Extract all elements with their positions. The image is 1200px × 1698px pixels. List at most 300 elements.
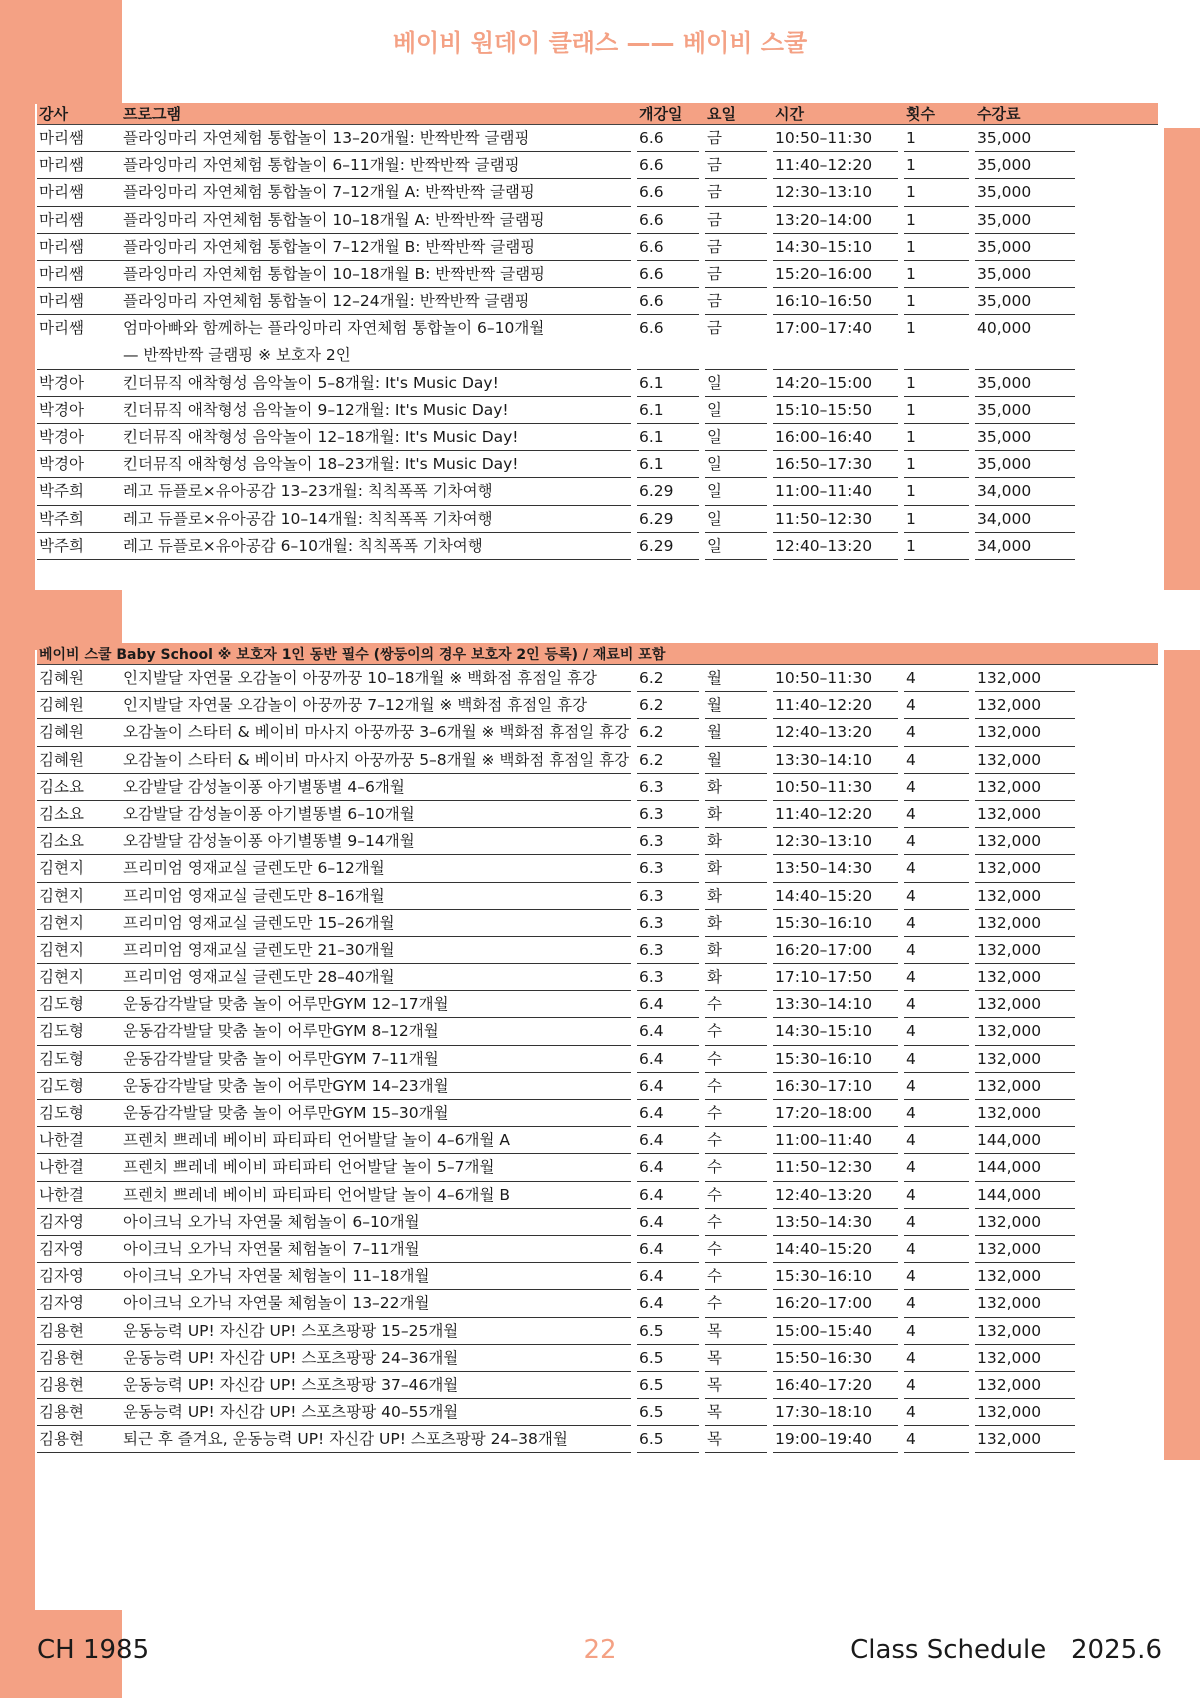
cell-time: 11:40–12:20	[773, 152, 898, 179]
cell-instructor: 박주희	[37, 478, 121, 505]
cell-program: 킨더뮤직 애착형성 음악놀이 9–12개월: It's Music Day!	[121, 397, 631, 424]
cell-instructor: 김소요	[37, 828, 121, 855]
cell-program: 오감발달 감성놀이퐁 아기별똥별 4–6개월	[121, 774, 631, 801]
cell-program: 플라잉마리 자연체험 통합놀이 7–12개월 A: 반짝반짝 글램핑	[121, 179, 631, 206]
cell-day: 금	[705, 234, 767, 261]
cell-day: 수	[705, 1182, 767, 1209]
cell-time: 16:40–17:20	[773, 1372, 898, 1399]
cell-fee: 34,000	[975, 478, 1075, 505]
cell-time: 17:10–17:50	[773, 964, 898, 991]
cell-fee: 132,000	[975, 1046, 1075, 1073]
cell-fee: 35,000	[975, 424, 1075, 451]
cell-time: 16:50–17:30	[773, 451, 898, 478]
cell-time: 11:50–12:30	[773, 1154, 898, 1181]
cell-time: 11:40–12:20	[773, 801, 898, 828]
cell-date: 6.6	[637, 125, 699, 152]
cell-count: 4	[904, 1182, 969, 1209]
cell-instructor: 김혜원	[37, 719, 121, 746]
cell-count: 1	[904, 533, 969, 560]
table-row	[37, 692, 1158, 719]
cell-fee: 35,000	[975, 261, 1075, 288]
cell-program: 오감발달 감성놀이퐁 아기별똥별 9–14개월	[121, 828, 631, 855]
cell-date: 6.3	[637, 937, 699, 964]
cell-date: 6.4	[637, 1100, 699, 1127]
cell-program: 운동감각발달 맞춤 놀이 어루만GYM 12–17개월	[121, 991, 631, 1018]
cell-instructor: 김현지	[37, 883, 121, 910]
cell-instructor: 마리쌤	[37, 179, 121, 206]
page-number: 22	[583, 1635, 617, 1665]
footer-brand: CH 1985	[37, 1635, 150, 1665]
cell-count: 4	[904, 937, 969, 964]
cell-time: 12:30–13:10	[773, 828, 898, 855]
cell-time: 15:10–15:50	[773, 397, 898, 424]
cell-time: 14:40–15:20	[773, 883, 898, 910]
cell-time: 14:30–15:10	[773, 1018, 898, 1045]
cell-instructor: 김자영	[37, 1290, 121, 1317]
cell-count: 4	[904, 665, 969, 692]
cell-program: 프리미엄 영재교실 글렌도만 15–26개월	[121, 910, 631, 937]
cell-count: 4	[904, 1236, 969, 1263]
cell-date: 6.6	[637, 315, 699, 369]
cell-day: 수	[705, 1236, 767, 1263]
cell-count: 4	[904, 883, 969, 910]
cell-day: 일	[705, 451, 767, 478]
cell-day: 목	[705, 1372, 767, 1399]
cell-count: 4	[904, 1209, 969, 1236]
cell-instructor: 김도형	[37, 1073, 121, 1100]
cell-instructor: 나한결	[37, 1182, 121, 1209]
cell-time: 13:30–14:10	[773, 991, 898, 1018]
cell-time: 12:40–13:20	[773, 719, 898, 746]
cell-program: 프렌치 쁘레네 베이비 파티파티 언어발달 놀이 5–7개월	[121, 1154, 631, 1181]
cell-day: 금	[705, 125, 767, 152]
baby-school-table	[37, 643, 1158, 1453]
cell-program: 킨더뮤직 애착형성 음악놀이 18–23개월: It's Music Day!	[121, 451, 631, 478]
cell-program: 프렌치 쁘레네 베이비 파티파티 언어발달 놀이 4–6개월 A	[121, 1127, 631, 1154]
cell-date: 6.6	[637, 288, 699, 315]
cell-fee: 132,000	[975, 883, 1075, 910]
cell-instructor: 김자영	[37, 1236, 121, 1263]
cell-program: 오감발달 감성놀이퐁 아기별똥별 6–10개월	[121, 801, 631, 828]
cell-time: 16:20–17:00	[773, 937, 898, 964]
cell-fee: 132,000	[975, 1073, 1075, 1100]
cell-instructor: 김혜원	[37, 665, 121, 692]
cell-time: 12:30–13:10	[773, 179, 898, 206]
table-row	[37, 1426, 1158, 1453]
oneday-class-table	[37, 103, 1158, 560]
cell-time: 10:50–11:30	[773, 125, 898, 152]
cell-time: 16:30–17:10	[773, 1073, 898, 1100]
cell-time: 17:20–18:00	[773, 1100, 898, 1127]
deco-block-mid-left	[0, 590, 122, 650]
table-row	[37, 774, 1158, 801]
table-row	[37, 1154, 1158, 1181]
cell-program: 인지발달 자연물 오감놀이 아꿍까꿍 10–18개월 ※ 백화점 휴점일 휴강	[121, 665, 631, 692]
cell-count: 1	[904, 506, 969, 533]
cell-program: 운동감각발달 맞춤 놀이 어루만GYM 14–23개월	[121, 1073, 631, 1100]
cell-fee: 132,000	[975, 1236, 1075, 1263]
cell-fee: 35,000	[975, 288, 1075, 315]
table-row	[37, 1290, 1158, 1317]
cell-count: 1	[904, 152, 969, 179]
cell-time: 16:10–16:50	[773, 288, 898, 315]
cell-date: 6.1	[637, 424, 699, 451]
cell-date: 6.4	[637, 1018, 699, 1045]
cell-date: 6.5	[637, 1345, 699, 1372]
cell-date: 6.4	[637, 991, 699, 1018]
cell-instructor: 박주희	[37, 533, 121, 560]
cell-fee: 132,000	[975, 1209, 1075, 1236]
cell-date: 6.4	[637, 1046, 699, 1073]
cell-program: 운동능력 UP! 자신감 UP! 스포츠팡팡 24–36개월	[121, 1345, 631, 1372]
table-row	[37, 234, 1158, 261]
cell-date: 6.4	[637, 1073, 699, 1100]
table-row	[37, 1372, 1158, 1399]
cell-date: 6.5	[637, 1399, 699, 1426]
cell-date: 6.6	[637, 234, 699, 261]
cell-program: 프렌치 쁘레네 베이비 파티파티 언어발달 놀이 4–6개월 B	[121, 1182, 631, 1209]
cell-instructor: 김용현	[37, 1318, 121, 1345]
cell-day: 수	[705, 1018, 767, 1045]
header-count: 횟수	[906, 105, 935, 123]
table-row	[37, 747, 1158, 774]
table-row	[37, 370, 1158, 397]
cell-date: 6.6	[637, 207, 699, 234]
table-row	[37, 1100, 1158, 1127]
cell-day: 일	[705, 478, 767, 505]
cell-day: 수	[705, 991, 767, 1018]
cell-count: 4	[904, 964, 969, 991]
cell-time: 15:00–15:40	[773, 1318, 898, 1345]
cell-count: 4	[904, 1426, 969, 1453]
cell-date: 6.29	[637, 533, 699, 560]
table-row	[37, 910, 1158, 937]
cell-day: 화	[705, 855, 767, 882]
cell-instructor: 마리쌤	[37, 261, 121, 288]
table-row	[37, 261, 1158, 288]
cell-day: 일	[705, 506, 767, 533]
cell-instructor: 김혜원	[37, 692, 121, 719]
table-row	[37, 424, 1158, 451]
cell-program: 플라잉마리 자연체험 통합놀이 10–18개월 A: 반짝반짝 글램핑	[121, 207, 631, 234]
cell-time: 15:20–16:00	[773, 261, 898, 288]
header-date: 개강일	[639, 105, 683, 123]
cell-day: 화	[705, 774, 767, 801]
table-row	[37, 397, 1158, 424]
cell-day: 수	[705, 1046, 767, 1073]
cell-program-line2: — 반짝반짝 글램핑 ※ 보호자 2인	[123, 346, 351, 365]
cell-fee: 132,000	[975, 692, 1075, 719]
cell-day: 수	[705, 1073, 767, 1100]
cell-fee: 132,000	[975, 1372, 1075, 1399]
table-body	[37, 125, 1158, 560]
table-row	[37, 1209, 1158, 1236]
cell-day: 화	[705, 910, 767, 937]
table-row	[37, 1263, 1158, 1290]
cell-date: 6.3	[637, 964, 699, 991]
cell-count: 1	[904, 125, 969, 152]
cell-date: 6.4	[637, 1209, 699, 1236]
table-row	[37, 451, 1158, 478]
cell-day: 수	[705, 1154, 767, 1181]
cell-instructor: 김현지	[37, 910, 121, 937]
cell-day: 수	[705, 1100, 767, 1127]
cell-program: 플라잉마리 자연체험 통합놀이 10–18개월 B: 반짝반짝 글램핑	[121, 261, 631, 288]
cell-program: 아이크닉 오가닉 자연물 체험놀이 11–18개월	[121, 1263, 631, 1290]
cell-instructor: 마리쌤	[37, 288, 121, 315]
table-row	[37, 1182, 1158, 1209]
cell-fee: 132,000	[975, 1426, 1075, 1453]
cell-program: 아이크닉 오가닉 자연물 체험놀이 7–11개월	[121, 1236, 631, 1263]
cell-fee: 34,000	[975, 533, 1075, 560]
cell-program: 프리미엄 영재교실 글렌도만 8–16개월	[121, 883, 631, 910]
cell-program: 플라잉마리 자연체험 통합놀이 13–20개월: 반짝반짝 글램핑	[121, 125, 631, 152]
footer-title: Class Schedule 2025.6	[850, 1635, 1162, 1665]
cell-fee: 144,000	[975, 1127, 1075, 1154]
cell-program: 킨더뮤직 애착형성 음악놀이 5–8개월: It's Music Day!	[121, 370, 631, 397]
cell-time: 13:30–14:10	[773, 747, 898, 774]
table-row	[37, 1127, 1158, 1154]
cell-instructor: 김용현	[37, 1399, 121, 1426]
cell-count: 1	[904, 207, 969, 234]
cell-instructor: 마리쌤	[37, 315, 121, 369]
cell-count: 1	[904, 478, 969, 505]
cell-instructor: 김도형	[37, 1100, 121, 1127]
cell-time: 10:50–11:30	[773, 665, 898, 692]
cell-instructor: 박주희	[37, 506, 121, 533]
cell-program: 프리미엄 영재교실 글렌도만 21–30개월	[121, 937, 631, 964]
cell-count: 4	[904, 828, 969, 855]
table-row	[37, 1345, 1158, 1372]
cell-fee: 132,000	[975, 1018, 1075, 1045]
cell-time: 12:40–13:20	[773, 1182, 898, 1209]
page-title: 베이비 원데이 클래스 —— 베이비 스쿨	[392, 29, 808, 57]
cell-count: 4	[904, 1018, 969, 1045]
cell-date: 6.2	[637, 747, 699, 774]
table-row	[37, 1236, 1158, 1263]
cell-day: 금	[705, 207, 767, 234]
cell-program: 레고 듀플로×유아공감 10–14개월: 칙칙폭폭 기차여행	[121, 506, 631, 533]
cell-count: 4	[904, 1372, 969, 1399]
cell-count: 4	[904, 719, 969, 746]
cell-date: 6.5	[637, 1318, 699, 1345]
cell-program: 운동능력 UP! 자신감 UP! 스포츠팡팡 40–55개월	[121, 1399, 631, 1426]
cell-count: 4	[904, 1154, 969, 1181]
cell-count: 1	[904, 234, 969, 261]
cell-date: 6.3	[637, 855, 699, 882]
cell-program: 아이크닉 오가닉 자연물 체험놀이 13–22개월	[121, 1290, 631, 1317]
cell-program	[121, 315, 631, 369]
cell-date: 6.5	[637, 1426, 699, 1453]
table-row	[37, 1399, 1158, 1426]
cell-fee: 132,000	[975, 937, 1075, 964]
cell-time: 11:00–11:40	[773, 1127, 898, 1154]
cell-day: 금	[705, 261, 767, 288]
cell-instructor: 마리쌤	[37, 152, 121, 179]
cell-date: 6.3	[637, 774, 699, 801]
cell-date: 6.1	[637, 451, 699, 478]
table-row	[37, 179, 1158, 206]
cell-date: 6.29	[637, 506, 699, 533]
cell-date: 6.5	[637, 1372, 699, 1399]
cell-time: 13:20–14:00	[773, 207, 898, 234]
cell-date: 6.6	[637, 261, 699, 288]
cell-count: 4	[904, 1263, 969, 1290]
cell-day: 월	[705, 692, 767, 719]
cell-program: 운동감각발달 맞춤 놀이 어루만GYM 7–11개월	[121, 1046, 631, 1073]
cell-fee: 40,000	[975, 315, 1075, 369]
table-row	[37, 1046, 1158, 1073]
cell-time: 14:30–15:10	[773, 234, 898, 261]
cell-instructor: 박경아	[37, 451, 121, 478]
cell-fee: 132,000	[975, 665, 1075, 692]
cell-fee: 35,000	[975, 234, 1075, 261]
cell-fee: 144,000	[975, 1182, 1075, 1209]
cell-count: 1	[904, 397, 969, 424]
cell-time: 16:00–16:40	[773, 424, 898, 451]
table-row	[37, 883, 1158, 910]
cell-day: 목	[705, 1426, 767, 1453]
cell-day: 금	[705, 315, 767, 369]
table-row	[37, 828, 1158, 855]
cell-instructor: 박경아	[37, 424, 121, 451]
cell-time: 15:50–16:30	[773, 1345, 898, 1372]
cell-instructor: 김용현	[37, 1426, 121, 1453]
cell-instructor: 마리쌤	[37, 234, 121, 261]
cell-count: 1	[904, 424, 969, 451]
cell-program: 운동능력 UP! 자신감 UP! 스포츠팡팡 37–46개월	[121, 1372, 631, 1399]
cell-count: 4	[904, 1100, 969, 1127]
cell-day: 화	[705, 828, 767, 855]
cell-day: 수	[705, 1263, 767, 1290]
table-row	[37, 506, 1158, 533]
cell-count: 4	[904, 991, 969, 1018]
cell-time: 19:00–19:40	[773, 1426, 898, 1453]
cell-fee: 132,000	[975, 774, 1075, 801]
cell-fee: 132,000	[975, 828, 1075, 855]
cell-count: 4	[904, 910, 969, 937]
header-program: 프로그램	[123, 105, 181, 123]
table-row	[37, 937, 1158, 964]
cell-count: 4	[904, 1318, 969, 1345]
baby-school-caption: 베이비 스쿨 Baby School ※ 보호자 1인 동반 필수 (쌍둥이의 경우 보호자 2인 등록) / 재료비 포함	[37, 643, 1158, 665]
cell-instructor: 김자영	[37, 1263, 121, 1290]
cell-date: 6.4	[637, 1127, 699, 1154]
cell-time: 15:30–16:10	[773, 1263, 898, 1290]
cell-instructor: 김용현	[37, 1345, 121, 1372]
cell-instructor: 김현지	[37, 964, 121, 991]
cell-day: 월	[705, 665, 767, 692]
cell-date: 6.4	[637, 1182, 699, 1209]
cell-day: 화	[705, 937, 767, 964]
cell-instructor: 김혜원	[37, 747, 121, 774]
cell-fee: 35,000	[975, 152, 1075, 179]
cell-instructor: 김자영	[37, 1209, 121, 1236]
cell-count: 1	[904, 288, 969, 315]
cell-count: 4	[904, 774, 969, 801]
table-row	[37, 964, 1158, 991]
cell-time: 11:00–11:40	[773, 478, 898, 505]
cell-time: 13:50–14:30	[773, 1209, 898, 1236]
cell-fee: 132,000	[975, 910, 1075, 937]
cell-count: 1	[904, 179, 969, 206]
table-row	[37, 719, 1158, 746]
cell-day: 월	[705, 747, 767, 774]
cell-day: 일	[705, 370, 767, 397]
cell-fee: 132,000	[975, 1345, 1075, 1372]
cell-fee: 35,000	[975, 179, 1075, 206]
cell-count: 4	[904, 801, 969, 828]
deco-block-right-1	[1164, 128, 1200, 590]
cell-instructor: 박경아	[37, 370, 121, 397]
cell-time: 16:20–17:00	[773, 1290, 898, 1317]
cell-fee: 144,000	[975, 1154, 1075, 1181]
cell-count: 4	[904, 1345, 969, 1372]
cell-date: 6.3	[637, 801, 699, 828]
cell-instructor: 김현지	[37, 855, 121, 882]
cell-instructor: 김도형	[37, 991, 121, 1018]
table-row	[37, 801, 1158, 828]
cell-program: 운동감각발달 맞춤 놀이 어루만GYM 15–30개월	[121, 1100, 631, 1127]
cell-date: 6.4	[637, 1154, 699, 1181]
cell-date: 6.6	[637, 179, 699, 206]
cell-day: 목	[705, 1399, 767, 1426]
cell-time: 15:30–16:10	[773, 910, 898, 937]
cell-program: 플라잉마리 자연체험 통합놀이 12–24개월: 반짝반짝 글램핑	[121, 288, 631, 315]
cell-fee: 132,000	[975, 1263, 1075, 1290]
cell-count: 4	[904, 1127, 969, 1154]
cell-program: 퇴근 후 즐겨요, 운동능력 UP! 자신감 UP! 스포츠팡팡 24–38개월	[121, 1426, 631, 1453]
cell-day: 화	[705, 801, 767, 828]
cell-date: 6.1	[637, 397, 699, 424]
cell-fee: 132,000	[975, 719, 1075, 746]
cell-time: 12:40–13:20	[773, 533, 898, 560]
table-row	[37, 1318, 1158, 1345]
table-body	[37, 665, 1158, 1453]
deco-block-left-1	[0, 104, 35, 590]
cell-day: 일	[705, 424, 767, 451]
cell-day: 금	[705, 288, 767, 315]
cell-time: 10:50–11:30	[773, 774, 898, 801]
cell-instructor: 김도형	[37, 1046, 121, 1073]
cell-day: 일	[705, 397, 767, 424]
cell-count: 1	[904, 451, 969, 478]
cell-time: 14:20–15:00	[773, 370, 898, 397]
cell-fee: 132,000	[975, 1100, 1075, 1127]
cell-instructor: 김도형	[37, 1018, 121, 1045]
cell-program-line1: 엄마아빠와 함께하는 플라잉마리 자연체험 통합놀이 6–10개월	[123, 319, 545, 338]
cell-date: 6.6	[637, 152, 699, 179]
cell-date: 6.3	[637, 910, 699, 937]
cell-count: 1	[904, 261, 969, 288]
cell-count: 4	[904, 1046, 969, 1073]
cell-date: 6.3	[637, 883, 699, 910]
cell-time: 17:00–17:40	[773, 315, 898, 369]
cell-day: 목	[705, 1345, 767, 1372]
table-row	[37, 1018, 1158, 1045]
table-row	[37, 125, 1158, 152]
table-row	[37, 533, 1158, 560]
cell-instructor: 김소요	[37, 774, 121, 801]
cell-program: 오감놀이 스타터 & 베이비 마사지 아꿍까꿍 5–8개월 ※ 백화점 휴점일 휴강	[121, 747, 631, 774]
cell-date: 6.1	[637, 370, 699, 397]
table-row	[37, 991, 1158, 1018]
cell-fee: 35,000	[975, 370, 1075, 397]
header-day: 요일	[707, 105, 736, 123]
cell-count: 4	[904, 1399, 969, 1426]
cell-day: 화	[705, 964, 767, 991]
table-row	[37, 1073, 1158, 1100]
